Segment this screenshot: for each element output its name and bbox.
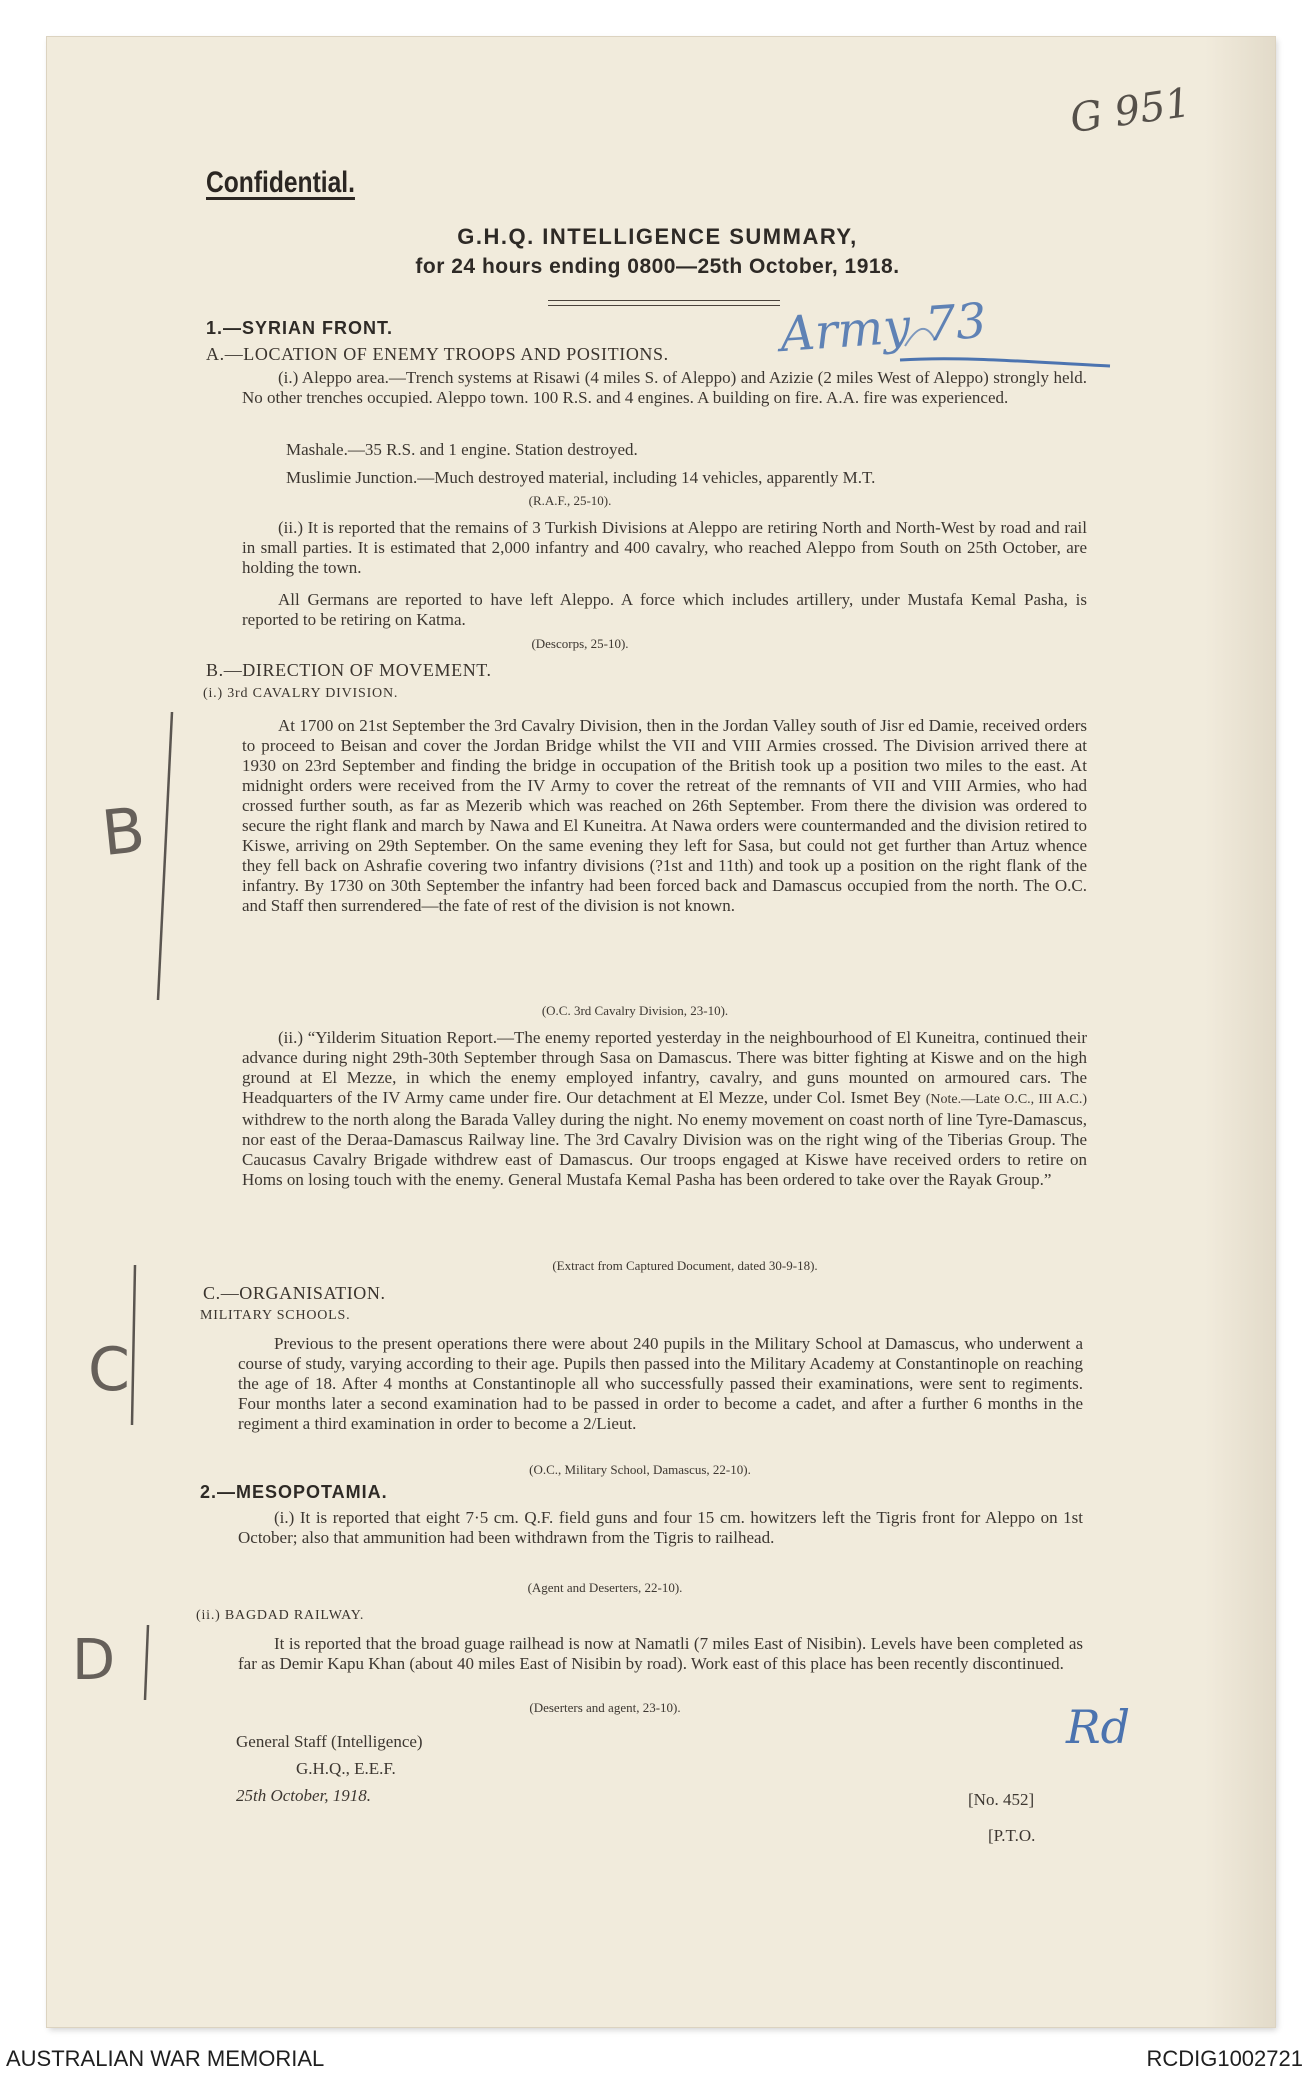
title-divider-2 [548, 305, 780, 306]
margin-letter-d: D [72, 1628, 116, 1693]
section-a-heading: A.—LOCATION OF ENEMY TROOPS AND POSITIONS. [206, 344, 669, 364]
subsection-military-schools: MILITARY SCHOOLS. [200, 1308, 351, 1323]
para-m-i [238, 1508, 1083, 1548]
handwriting-blue: Army 73 [778, 292, 989, 364]
handwriting-top-number: G 951 [1067, 79, 1194, 143]
para-c-text: Previous to the present operations there were about 240 pupils in the Military School at Damascus, who underwent a course of study, varying according to their age. Pupils then passed into the Military Academy at Constantinople on reaching the age of 18. After 4 months at Constantinople all who successfully passed their examinations, were sent to regiments. Four months later a second examination had to be passed in order to become a cadet, and after a further 6 months in the regiment a third examination in order to become a 2/Lieut. [238, 1334, 1083, 1433]
signature-block [236, 1728, 423, 1809]
pto-label: [P.T.O. [988, 1826, 1036, 1845]
para-b-i-text: At 1700 on 21st September the 3rd Cavalry Division, then in the Jordan Valley south of Jisr ed Damie, received orders to proceed to Beisan and cover the Jordan Bridge whilst the VII and VIII Armies crossed. The Division arrived there at 1930 on 23rd September and finding the bridge in occupation of the British took up a position two miles to the east. At midnight orders were received from the IV Army to cover the retreat of the remnants of VII and VIII Armies, who had crossed further south, as far as Mezerib which was reached on 26th September. From there the division was ordered to secure the right flank and march by Nawa and El Kuneitra. At Nawa orders were countermanded and the division retired to Kiswe, arriving on 29th September. On the same evening they left for Sasa, but could not get further than Artuz whence they fell back on Ashrafie covering two infantry divisions (?1st and 11th) and took up a position on the right flank of the infantry. By 1730 on 30th September the infantry had been forced back and Damascus occupied from the north. The O.C. and Staff then surrendered—the fate of rest of the division is not known. [242, 716, 1087, 915]
para-mashale: Mashale.—35 R.S. and 1 engine. Station destroyed. [286, 440, 638, 459]
source-deserters-agent: (Deserters and agent, 23-10). [529, 1700, 681, 1715]
para-germans [242, 590, 1087, 630]
section-mesopotamia: 2.—MESOPOTAMIA. [200, 1482, 388, 1502]
section-c-heading: C.—ORGANISATION. [203, 1283, 386, 1303]
document-number: [No. 452] [968, 1790, 1035, 1809]
para-b-ii-text [242, 1028, 1087, 1190]
margin-letter-b: B [98, 792, 149, 871]
margin-letter-c: C [88, 1335, 130, 1405]
para-c [238, 1334, 1083, 1434]
source-captured-doc: (Extract from Captured Document, dated 30-9-18). [552, 1258, 818, 1273]
b-ii-text-b: withdrew to the north along the Barada Valley during the night. No enemy movement on coast north of line Tyre-Damascus, nor east of the Deraa-Damascus Railway line. The 3rd Cavalry Division was on the right wing of the Tiberias Group. The Caucasus Cavalry Brigade withdrew east of Damascus. Our troops engaged at Kiswe have received orders to retire on Homs on losing touch with the enemy. General Mustafa Kemal Pasha has been ordered to take over the Rayak Group.” [242, 1110, 1087, 1189]
section-syrian-front: 1.—SYRIAN FRONT. [206, 318, 394, 338]
para-b-i [242, 716, 1087, 916]
source-oc-cavalry: (O.C. 3rd Cavalry Division, 23-10). [541, 1003, 729, 1018]
para-a-ii [242, 518, 1087, 578]
signature-line-2: G.H.Q., E.E.F. [296, 1759, 396, 1778]
stamp-rd: Rd [1066, 1700, 1131, 1754]
para-m-ii [238, 1634, 1083, 1674]
source-agent-deserters: (Agent and Deserters, 22-10). [527, 1580, 683, 1595]
para-a-i [242, 368, 1087, 408]
subsection-bagdad-railway: (ii.) BAGDAD RAILWAY. [196, 1608, 365, 1623]
title-divider [548, 300, 780, 301]
para-a-i-text: (i.) Aleppo area.—Trench systems at Risawi (4 miles S. of Aleppo) and Azizie (2 miles West of Aleppo) strongly held. No other trenches occupied. Aleppo town. 100 R.S. and 4 engines. A building on fire. A.A. fire was experienced. [242, 368, 1087, 407]
source-raf: (R.A.F., 25-10). [528, 493, 612, 508]
footer-source: AUSTRALIAN WAR MEMORIAL [6, 2046, 325, 2071]
page-subtitle: for 24 hours ending 0800—25th October, 1918. [415, 255, 900, 278]
source-military-school: (O.C., Military School, Damascus, 22-10). [529, 1462, 751, 1477]
signature-date: 25th October, 1918. [236, 1786, 372, 1805]
para-muslimie: Muslimie Junction.—Much destroyed material, including 14 vehicles, apparently M.T. [286, 468, 876, 487]
confidential-label: Confidential. [206, 166, 355, 199]
para-a-ii-text: (ii.) It is reported that the remains of 3 Turkish Divisions at Aleppo are retiring North and North-West by road and rail in small parties. It is estimated that 2,000 infantry and 400 cavalry, who reached Aleppo from South on 25th October, are holding the town. [242, 518, 1087, 577]
para-germans-text: All Germans are reported to have left Aleppo. A force which includes artillery, under Mustafa Kemal Pasha, is reported to be retiring on Katma. [242, 590, 1087, 629]
b-ii-note: (Note.—Late O.C., III A.C.) [925, 1092, 1088, 1107]
signature-line-1: General Staff (Intelligence) [236, 1732, 423, 1751]
section-b-heading: B.—DIRECTION OF MOVEMENT. [206, 660, 492, 680]
footer-id: RCDIG1002721 [1146, 2046, 1303, 2071]
source-descorps: (Descorps, 25-10). [531, 636, 629, 651]
para-b-ii [242, 1028, 1087, 1190]
page-title: G.H.Q. INTELLIGENCE SUMMARY, [457, 224, 858, 249]
subsection-3rd-cavalry: (i.) 3rd CAVALRY DIVISION. [203, 686, 399, 701]
para-m-ii-text: It is reported that the broad guage railhead is now at Namatli (7 miles East of Nisibin). Levels have been completed as far as Demir Kapu Khan (about 40 miles East of Nisibin by road). Work east of this place has been recently discontinued. [238, 1634, 1083, 1673]
b-ii-text-a: (ii.) “Yilderim Situation Report.—The enemy reported yesterday in the neighbourhood of El Kuneitra, continued their advance during night 29th-30th September through Sasa on Damascus. There was bitter fighting at Kiswe and on the high ground at El Mezze, in which the enemy employed infantry, cavalry, and guns mounted on armoured cars. The Headquarters of the IV Army came under fire. Our detachment at El Mezze, under Col. Ismet Bey [242, 1028, 1087, 1107]
para-m-i-text: (i.) It is reported that eight 7·5 cm. Q.F. field guns and four 15 cm. howitzers left the Tigris front for Aleppo on 1st October; also that ammunition had been withdrawn from the Tigris to railhead. [238, 1508, 1083, 1547]
